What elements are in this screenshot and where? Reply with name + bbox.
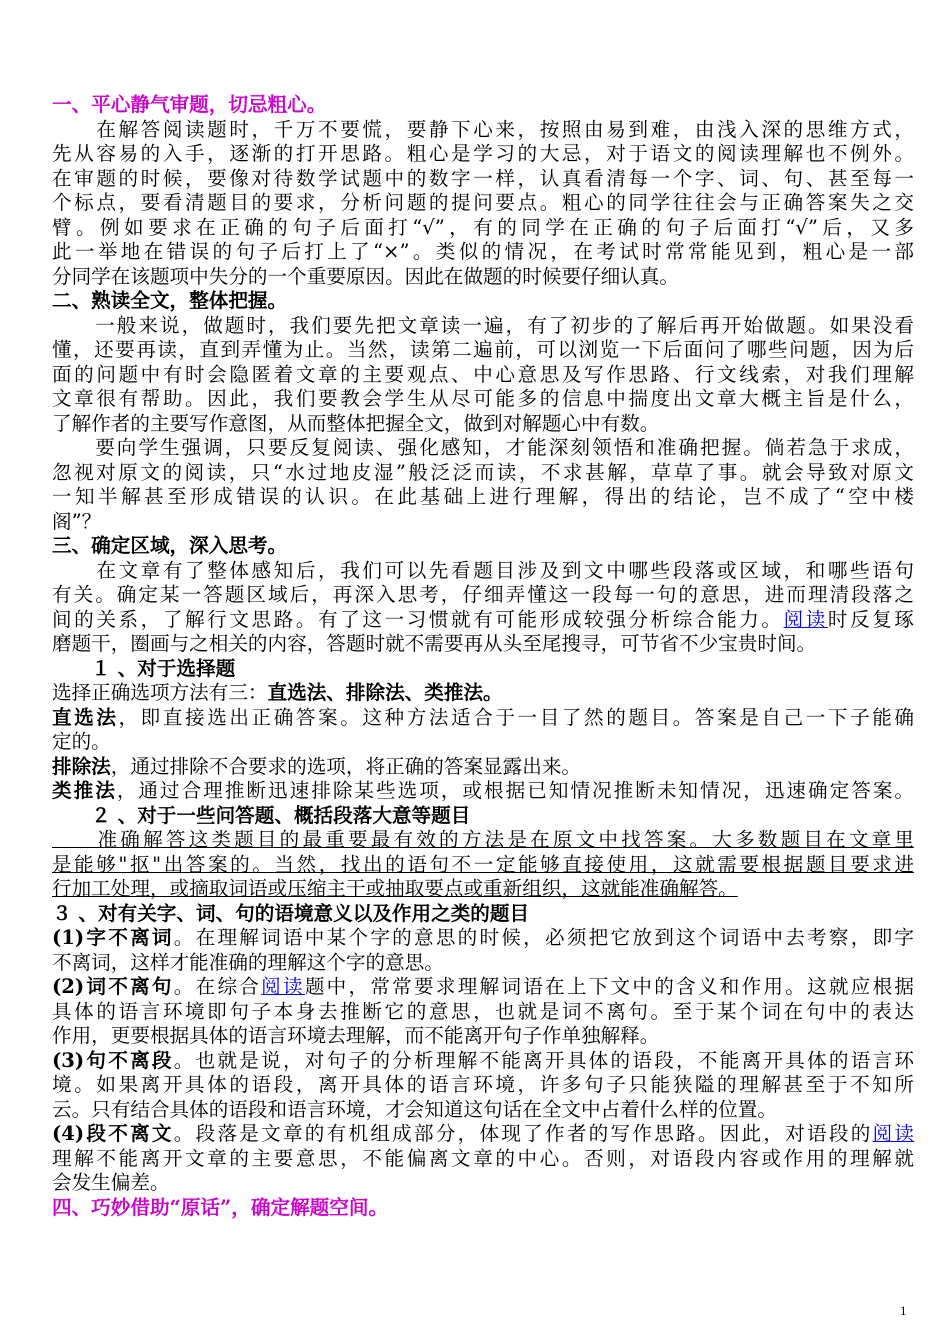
reading-link[interactable]: 阅读	[783, 607, 828, 631]
paragraph-line: 一般来说，做题时，我们要先把文章读一遍，有了初步的了解后再开始做题。如果没看	[52, 313, 914, 337]
section-2-heading: 二、熟读全文，整体把握。	[52, 289, 288, 312]
text: 。段落是文章的有机组成部分，体现了作者的写作思路。因此，对语段的	[173, 1122, 873, 1145]
paragraph-line: 磨题干，圈画与之相关的内容，答题时就不需要再从头至尾搜寻，可节省不少宝贵时间。	[52, 632, 817, 655]
section-4-heading: 四、巧妙借助“原话”，确定解题空间。	[52, 1195, 389, 1219]
paragraph-line: 作用，更要根据具体的语言环境去理解，而不能离开句子作单独解释。	[52, 1024, 660, 1047]
paragraph-line: 面的问题中有时会隐匿着文章的主要观点、中心意思及写作思路、行文线索，对我们理解	[52, 362, 914, 386]
paragraph-line: 分同学在该题项中失分的一个重要原因。因此在做题的时候要仔细认真。	[52, 264, 679, 288]
text: 。也就是说，对句子的分析理解不能离开具体的语段，不能离开具体的语言环	[173, 1048, 914, 1072]
paragraph-line	[52, 608, 914, 633]
paragraph-line	[52, 779, 914, 804]
paragraph-line: 此一举地在错误的句子后打上了“×”。类似的情况，在考试时常常能见到，粗心是一部	[52, 240, 914, 263]
paragraph-line: 懂，还要再读，直到弄懂为止。当然，读第二遍前，可以浏览一下后面问了哪些问题，因为后	[52, 338, 914, 361]
paragraph-line: 云。只有结合具体的语段和语言环境，才会知道这句话在全文中占着什么样的位置。	[52, 1097, 777, 1121]
text: 。在理解词语中某个字的意思的时候，必须把它放到这个词语中去考察，即字	[173, 926, 914, 949]
text: 选择正确选项方法有三：	[52, 681, 268, 704]
subheading-qa: ２ 、对于一些问答题、概括段落大意等题目	[52, 803, 471, 827]
paragraph-line	[52, 1122, 914, 1147]
reading-link[interactable]: 阅读	[872, 1122, 914, 1145]
paragraph-line: 一知半解甚至形成错误的认识。在此基础上进行理解，得出的结论，岂不成了“空中楼	[52, 485, 914, 508]
document-page	[52, 93, 914, 1220]
paragraph-line: 在审题的时候，要像对待数学试题中的数字一样，认真看清每一个字、词、句、甚至每一	[52, 166, 914, 190]
paragraph-line: 具体的语言环境即句子本身去推断它的意思，也就是词不离句。至于某个词在句中的表达	[52, 999, 914, 1023]
subheading-context: ３ 、对有关字、词、句的语境意义以及作用之类的题目	[52, 901, 530, 925]
paragraph-line: 先从容易的入手，逐渐的打开思路。粗心是学习的大忌，对于语文的阅读理解也不例外。	[52, 142, 914, 165]
methods-list: 直选法、排除法、类推法。	[267, 681, 503, 704]
subheading-choice: １ 、对于选择题	[52, 656, 236, 680]
paragraph-line: 在文章有了整体感知后，我们可以先看题目涉及到文中哪些段落或区域，和哪些语句	[52, 558, 914, 582]
text: ，通过排除不合要求的选项，将正确的答案显露出来。	[110, 754, 582, 778]
paragraph-line	[52, 755, 914, 780]
paragraph-line: 会发生偏差。	[52, 1171, 170, 1194]
text: ，即直接选出正确答案。这种方法适合于一目了然的题目。答案是自己一下子能确	[118, 705, 914, 729]
paragraph-line	[52, 1049, 914, 1074]
term-label: (3)句不离段	[52, 1048, 174, 1072]
term-label: 排除法	[52, 754, 111, 778]
term-label: 类推法	[52, 779, 117, 802]
text: ，通过合理推断迅速排除某些选项，或根据已知情况推断未知情况，迅速确定答案。	[116, 779, 914, 802]
paragraph-line: 了解作者的主要写作意图，从而整体把握全文，做到对解题心中有数。	[52, 411, 660, 435]
paragraph-line: 不离词，这样才能准确的理解这个字的意思。	[52, 950, 444, 974]
paragraph-line: 在解答阅读题时，千万不要慌，要静下心来，按照由易到难，由浅入深的思维方式，	[52, 117, 914, 141]
paragraph-line	[52, 926, 914, 951]
page-number: 1	[900, 1303, 907, 1318]
paragraph-line	[52, 681, 914, 706]
term-label: (4)段不离文	[52, 1122, 174, 1145]
paragraph-line: 臂。例如要求在正确的句子后面打“√”，有的同学在正确的句子后面打“√”后，又多	[52, 215, 914, 239]
paragraph-line: 行加工处理，或摘取词语或压缩主干或抽取要点或重新组织，这就能准确解答。	[52, 877, 738, 900]
paragraph-line: 阁”？	[52, 509, 102, 533]
term-label: 直选法	[52, 705, 119, 729]
paragraph-line: 是能够"抠"出答案的。当然，找出的语句不一定能够直接使用，这就需要根据题目要求进	[52, 852, 914, 876]
paragraph-line	[52, 975, 914, 1000]
text: 题中，常常要求理解词语在上下文中的含义和作用。这就应根据	[304, 975, 914, 998]
paragraph-line: 境。如果离开具体的语段，离开具体的语言环境，许多句子只能狭隘的理解甚至于不知所	[52, 1073, 914, 1096]
text: 。在综合	[173, 975, 262, 998]
paragraph-line	[52, 706, 914, 731]
paragraph-line: 要向学生强调，只要反复阅读、强化感知，才能深刻领悟和准确把握。倘若急于求成，	[52, 436, 914, 459]
text: 间的关系，了解行文思路。有了这一习惯就有可能形成较强分析综合能力。	[52, 607, 784, 631]
paragraph-line: 文章很有帮助。因此，我们要教会学生从尽可能多的信息中揣度出文章大概主旨是什么，	[52, 387, 914, 410]
paragraph-line: 忽视对原文的阅读，只“水过地皮湿”般泛泛而读，不求甚解，草草了事。就会导致对原文	[52, 460, 914, 484]
paragraph-line: 理解不能离开文章的主要意思，不能偏离文章的中心。否则，对语段内容或作用的理解就	[52, 1146, 914, 1170]
section-3-heading: 三、确定区域，深入思考。	[52, 534, 288, 557]
term-label: (2)词不离句	[52, 975, 174, 998]
term-label: (1)字不离词	[52, 926, 174, 949]
paragraph-line: 准确解答这类题目的最重要最有效的方法是在原文中找答案。大多数题目在文章里	[52, 828, 914, 851]
text: 时反复琢	[827, 607, 914, 631]
section-1-heading: 一、平心静气审题，切忌粗心。	[52, 93, 327, 116]
paragraph-line: 定的。	[52, 730, 111, 753]
reading-link[interactable]: 阅读	[261, 975, 305, 998]
paragraph-line: 个标点，要看清题目的要求，分析问题的提问要点。粗心的同学往往会与正确答案失之交	[52, 191, 914, 214]
paragraph-line: 有关。确定某一答题区域后，再深入思考，仔细弄懂这一段每一句的意思，进而理清段落之	[52, 583, 914, 606]
